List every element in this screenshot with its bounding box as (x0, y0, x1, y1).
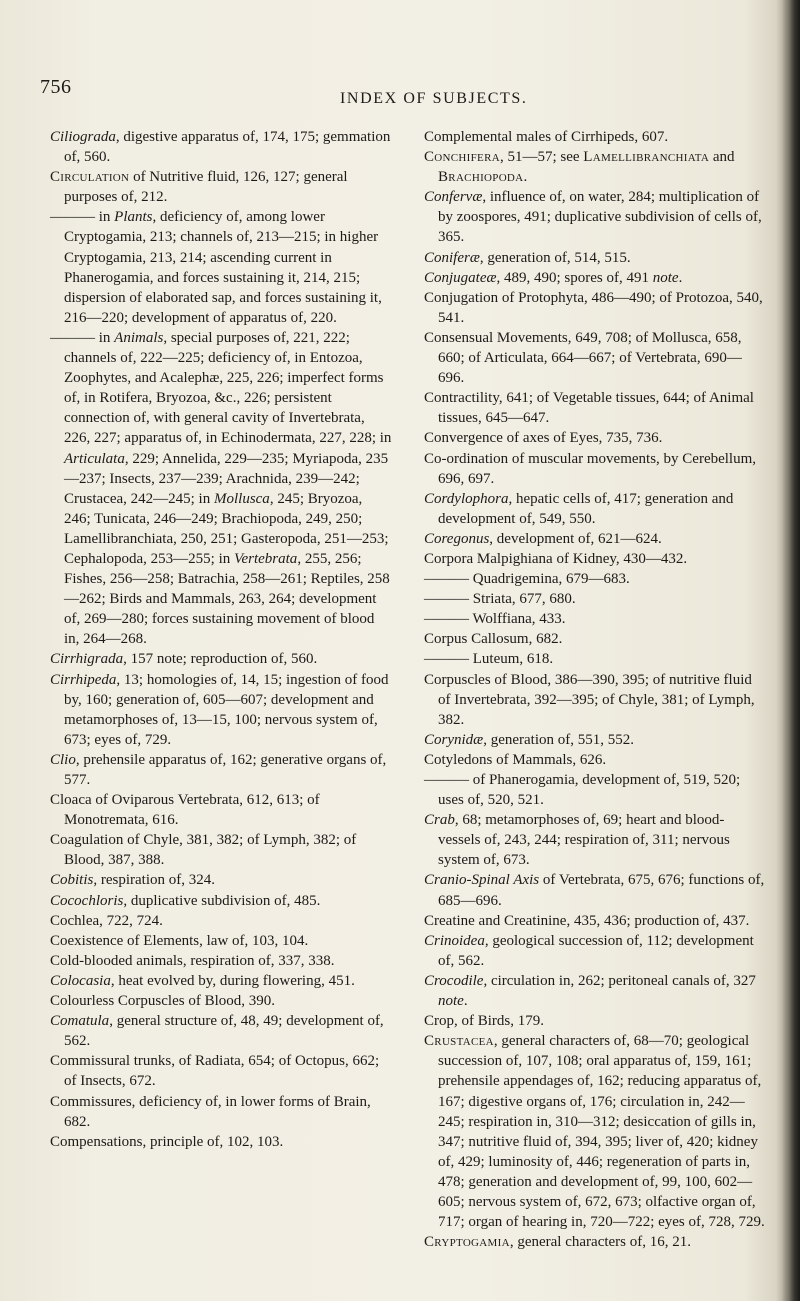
index-entry (424, 529, 766, 549)
index-entry-text: note (438, 993, 464, 1010)
running-head: INDEX OF SUBJECTS. (340, 90, 528, 107)
index-entry-text: , heat evolved by, during flowering, 451. (110, 972, 355, 989)
index-entry-text: Convergence of axes of Eyes, 735, 736. (424, 430, 663, 447)
index-entry-text: Co-ordination of muscular movements, by Cerebellum, 696, 697. (424, 450, 757, 487)
index-entry-text: Crab (424, 812, 455, 829)
page-number: 756 (40, 76, 72, 98)
index-entry (424, 489, 766, 529)
index-entry (50, 207, 392, 328)
index-entry-text: Cocochloris (50, 892, 124, 909)
index-entry (424, 870, 766, 910)
index-entry (424, 569, 766, 589)
index-entry (424, 549, 766, 569)
index-entry-text: Creatine and Creatinine, 435, 436; production of, 437. (424, 912, 750, 929)
index-entry (424, 931, 766, 971)
index-entry-text: Corpora Malpighiana of Kidney, 430—432. (424, 550, 688, 567)
index-entry (424, 388, 766, 428)
index-entry-text: ——— in (50, 329, 115, 346)
index-entry-text: Crocodile (424, 972, 484, 989)
index-entry-text: , special purposes of, 221, 222; channels of, 222—225; deficiency of, in Entozoa, Zoophytes, and Acalephæ, 225, 226; imperfect forms of, in Rotifera, Bryozoa, &c., 226; persistent connection of, with general cavity of Invertebrata, 226, 227; apparatus of, in Echinodermata, 227, 228; in (64, 329, 392, 447)
index-entry (424, 328, 766, 388)
index-entry (424, 911, 766, 931)
index-entry (50, 1011, 392, 1051)
index-entry (50, 991, 392, 1011)
index-entry-text: Articulata (64, 450, 125, 467)
index-entry-text: Comatula (50, 1013, 110, 1030)
index-entry (50, 911, 392, 931)
index-entry-text: ——— Quadrigemina, 679—683. (424, 571, 630, 588)
index-entry-text: Coexistence of Elements, law of, 103, 104. (50, 932, 309, 949)
index-entry (50, 167, 392, 207)
index-entry-text: , duplicative subdivision of, 485. (123, 892, 321, 909)
index-entry (50, 830, 392, 870)
index-entry-text: , 157 note; reproduction of, 560. (123, 651, 318, 668)
index-entry-text: Vertebrata (233, 550, 298, 567)
index-entry-text: Lamellibranchiata (583, 149, 710, 166)
index-entry-text: Cloaca of Oviparous Vertebrata, 612, 613; of Monotremata, 616. (50, 792, 320, 829)
index-entry-text: , 229; Annelida, 229—235; Myriapoda, 235—237; Insects, 237—239; Arachnida, 239—242; Crustacea, 242—245; in (64, 450, 389, 507)
index-entry (424, 770, 766, 810)
index-entry-text: . (678, 269, 683, 286)
index-entry-text: ——— Striata, 677, 680. (424, 591, 576, 608)
index-entry-text: Corpuscles of Blood, 386—390, 395; of nutritive fluid of Invertebrata, 392—395; of Chyle, 381; of Lymph, 382. (424, 671, 755, 728)
index-entry-text: Conchifera (424, 149, 500, 166)
index-entry (424, 1011, 766, 1031)
index-entry-text: , 245; Bryozoa, 246; Tunicata, 246—249; Brachiopoda, 249, 250; Lamellibranchiata, 250, 251; Gasteropoda, 251—253; Cephalopoda, 253—255; in (64, 490, 389, 567)
index-entry (424, 750, 766, 770)
index-entry (50, 670, 392, 750)
index-entry-text: Plants (114, 209, 153, 226)
index-entry-text: Ciliograda (50, 129, 116, 145)
index-entry-text: Cirrhipeda (50, 671, 117, 688)
index-entry-text: , 489, 490; spores of, 491 (496, 269, 653, 286)
index-entry-text: , circulation in, 262; peritoneal canals of, 327 (483, 972, 756, 989)
index-entry-text: Coniferæ (424, 249, 480, 266)
index-entry (424, 147, 766, 187)
index-entry-text: , influence of, on water, 284; multiplication of by zoospores, 491; duplicative subdivision of cells of, 365. (438, 189, 762, 246)
index-entry (424, 1031, 766, 1232)
index-entry (50, 790, 392, 830)
index-entry-text: , generation of, 551, 552. (483, 731, 634, 748)
index-entry-text: Cryptogamia (424, 1234, 510, 1251)
index-entry-text: , general structure of, 48, 49; development of, 562. (64, 1013, 384, 1050)
index-entry-text: , deficiency of, among lower Cryptogamia, 213; channels of, 213—215; in higher Cryptogamia, 213, 214; ascending current in Phanerogamia, and forces sustaining it, 214, 215; dispersion of elaborated sap, and forces sustaining it, 216—220; development of apparatus of, 220. (64, 209, 382, 326)
index-entry (50, 1132, 392, 1152)
index-entry-text: , hepatic cells of, 417; generation and development of, 549, 550. (438, 490, 734, 527)
index-entry-text: Corynidæ (424, 731, 484, 748)
index-entry (424, 649, 766, 669)
index-entry-text: , 13; homologies of, 14, 15; ingestion of food by, 160; generation of, 605—607; development and metamorphoses of, 13—15, 100; nervous system of, 673; eyes of, 729. (64, 671, 389, 748)
index-entry-text: Circulation (50, 169, 130, 186)
index-entry-text: , prehensile apparatus of, 162; generative organs of, 577. (64, 751, 387, 788)
index-entry (50, 931, 392, 951)
index-entry-text: Conjugateæ (424, 269, 497, 286)
index-entry-text: Complemental males of Cirrhipeds, 607. (424, 129, 669, 145)
index-entry (50, 951, 392, 971)
index-entry-text: Cotyledons of Mammals, 626. (424, 751, 607, 768)
index-entry (424, 428, 766, 448)
page-edge-shadow (782, 0, 800, 1301)
index-entry-text: ——— of Phanerogamia, development of, 519, 520; uses of, 520, 521. (424, 772, 741, 809)
index-entry-text: , digestive apparatus of, 174, 175; gemmation of, 560. (64, 129, 391, 166)
index-entry-text: Cirrhigrada (50, 651, 124, 668)
index-entry-text: Colocasia (50, 972, 111, 989)
index-entry-text: and (709, 149, 735, 166)
index-entry-text: ——— Wolffiana, 433. (424, 611, 566, 628)
index-entry-text: . (463, 993, 468, 1010)
index-entry-text: Mollusca (213, 490, 270, 507)
index-entry (424, 629, 766, 649)
index-column-right (424, 127, 766, 1252)
index-entry-text: Contractility, 641; of Vegetable tissues, 644; of Animal tissues, 645—647. (424, 390, 754, 427)
index-entry-text: Coagulation of Chyle, 381, 382; of Lymph, 382; of Blood, 387, 388. (50, 832, 357, 869)
index-entry-text: , general characters of, 16, 21. (509, 1234, 692, 1251)
index-entry-text: , 51—57; see (499, 149, 584, 166)
index-entry-text: Cordylophora (424, 490, 509, 507)
index-entry-text: , respiration of, 324. (93, 872, 215, 889)
index-column-left (50, 127, 392, 1152)
index-entry-text: Confervæ (424, 189, 483, 206)
index-entry (424, 268, 766, 288)
index-entry (424, 248, 766, 268)
index-entry-text: Coregonus (424, 530, 490, 547)
index-entry (50, 127, 392, 167)
index-entry-text: , general characters of, 68—70; geological succession of, 107, 108; oral apparatus of, 159, 161; prehensile appendages of, 162; reducing apparatus of, 167; digestive organs of, 176; circulation in, 242—245; respiration in, 310—312; desiccation of gills in, 347; nutritive fluid of, 394, 395; liver of, 420; kidney of, 429; luminosity of, 446; regeneration of parts in, 478; generation and development of, 99, 100, 602—605; nervous system of, 672, 673; olfactive organ of, 717; organ of hearing in, 720—722; eyes of, 728, 729. (438, 1033, 765, 1231)
index-entry-text: Consensual Movements, 649, 708; of Mollusca, 658, 660; of Articulata, 664—667; of Vertebrata, 690—696. (424, 329, 742, 387)
index-entry (424, 730, 766, 750)
index-entry (50, 870, 392, 890)
index-entry (424, 1232, 766, 1252)
index-entry-text: , 68; metamorphoses of, 69; heart and blood-vessels of, 243, 244; respiration of, 311; nervous system of, 673. (438, 812, 730, 869)
index-entry (424, 589, 766, 609)
index-entry (50, 891, 392, 911)
index-entry-text: Colourless Corpuscles of Blood, 390. (50, 993, 275, 1010)
index-entry (50, 1051, 392, 1091)
index-entry (50, 750, 392, 790)
index-entry-text: , 255, 256; Fishes, 256—258; Batrachia, 258—261; Reptiles, 258—262; Birds and Mammals, 263, 264; development of, 269—280; forces sustaining movement of blood in, 264—268. (64, 550, 390, 648)
index-entry (50, 971, 392, 991)
index-entry-text: Animals (114, 329, 164, 346)
index-entry-text: Crinoidea (424, 932, 485, 949)
index-entry-text: , geological succession of, 112; development of, 562. (438, 932, 754, 969)
index-entry-text: Brachiopoda (438, 169, 524, 186)
index-entry-text: ——— in (50, 209, 115, 226)
index-entry (424, 288, 766, 328)
index-entry (424, 449, 766, 489)
index-entry-text: Conjugation of Protophyta, 486—490; of Protozoa, 540, 541. (424, 289, 763, 326)
index-entry-text: Cobitis (50, 872, 94, 889)
index-entry-text: . (523, 169, 528, 186)
index-entry-text: Cochlea, 722, 724. (50, 912, 163, 929)
index-entry-text: ——— Luteum, 618. (424, 651, 554, 668)
index-entry-text: of Vertebrata, 675, 676; functions of, 685—696. (438, 872, 765, 909)
index-entry (424, 810, 766, 870)
index-entry (50, 328, 392, 650)
index-entry-text: Commissural trunks, of Radiata, 654; of Octopus, 662; of Insects, 672. (50, 1053, 380, 1090)
index-entry-text: Compensations, principle of, 102, 103. (50, 1133, 284, 1150)
index-entry (424, 127, 766, 147)
index-entry-text: , development of, 621—624. (489, 530, 662, 547)
index-entry-text: Cranio-Spinal Axis (424, 872, 540, 889)
index-entry-text: , generation of, 514, 515. (479, 249, 631, 266)
index-entry (50, 649, 392, 669)
index-entry (424, 609, 766, 629)
index-entry-text: Crop, of Birds, 179. (424, 1013, 544, 1030)
index-entry-text: Clio (50, 751, 76, 768)
index-entry-text: of Nutritive fluid, 126, 127; general purposes of, 212. (64, 169, 348, 206)
index-entry-text: Crustacea (424, 1033, 494, 1050)
index-entry (424, 187, 766, 247)
index-entry-text: Commissures, deficiency of, in lower forms of Brain, 682. (50, 1093, 371, 1130)
index-entry-text: note (652, 269, 679, 286)
index-entry (50, 1092, 392, 1132)
index-entry (424, 971, 766, 1011)
index-entry-text: Corpus Callosum, 682. (424, 631, 563, 648)
index-entry (424, 670, 766, 730)
index-entry-text: Cold-blooded animals, respiration of, 337, 338. (50, 952, 335, 969)
